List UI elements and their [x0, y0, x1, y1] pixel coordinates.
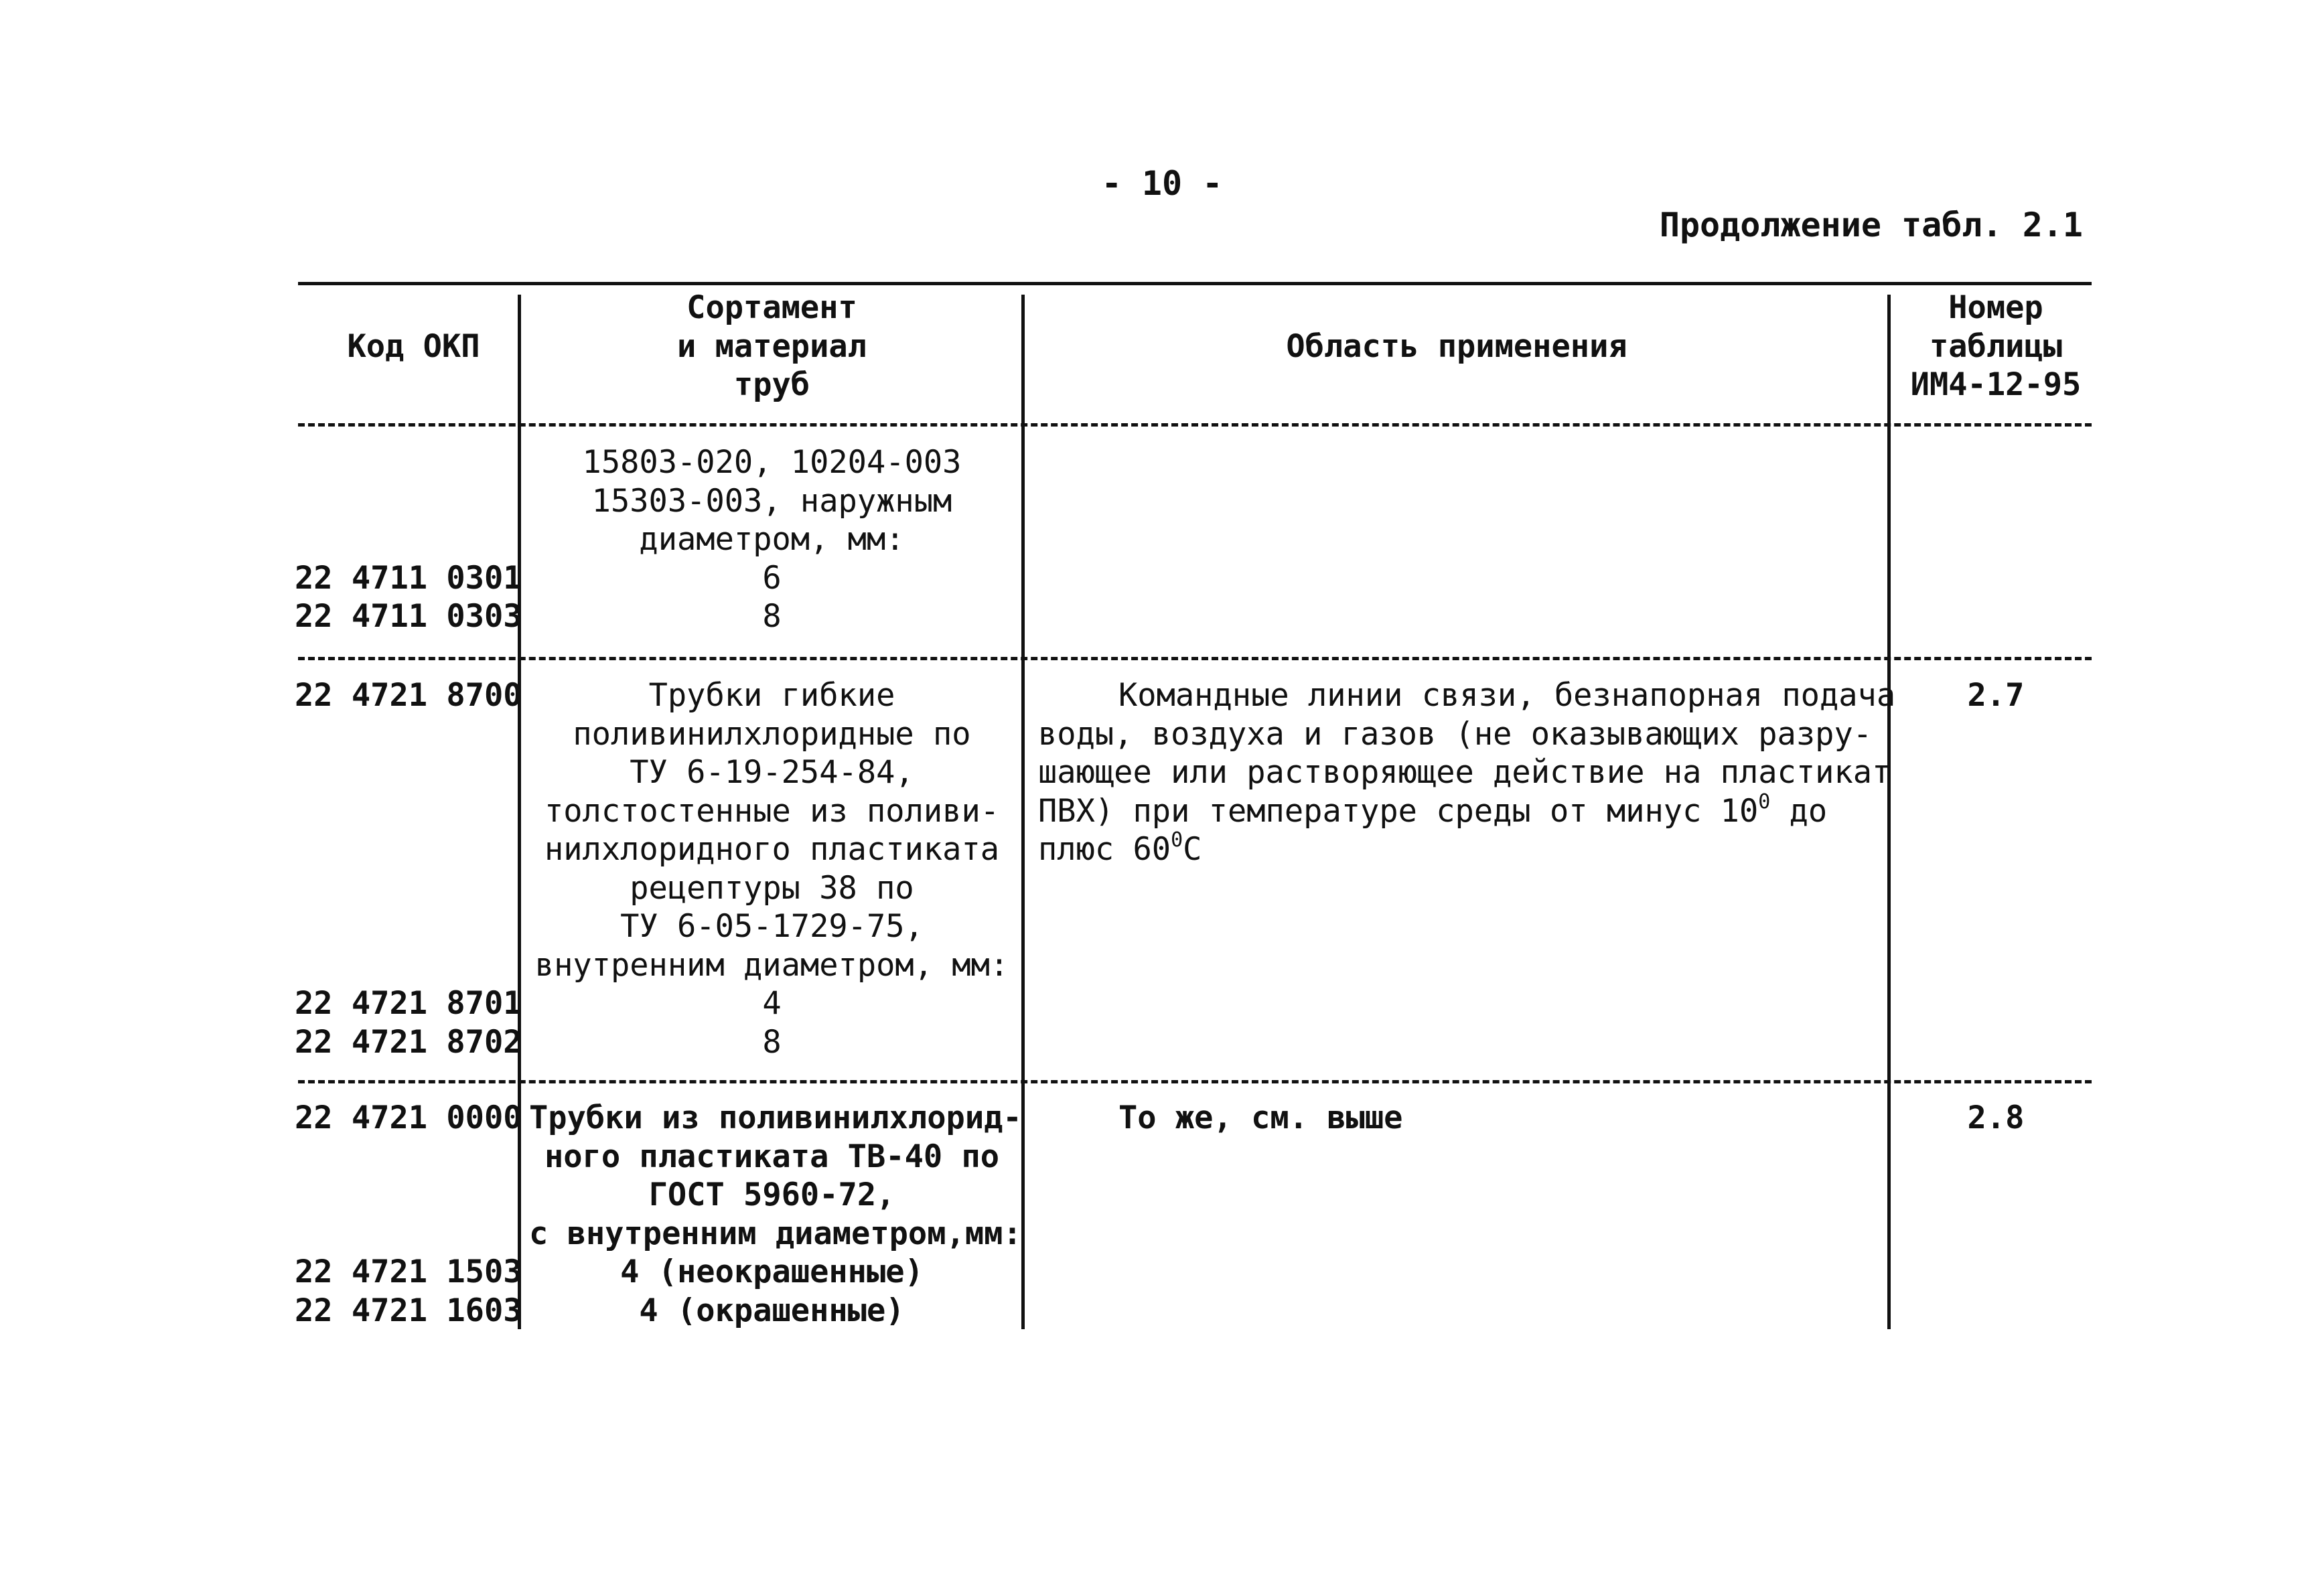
row-3-table-number: 2.8 [1967, 1099, 2025, 1136]
assortment-line: с внутренним диаметром,мм: [529, 1215, 1022, 1252]
degree-superscript: 0 [1758, 789, 1771, 814]
row-3-code [295, 1099, 522, 1330]
row-3-application [1118, 1099, 1882, 1138]
code-line: 22 4721 0000 [295, 1099, 522, 1136]
header-assortment-line: труб [733, 366, 810, 403]
row-2-table-number: 2.7 [1967, 677, 2025, 714]
application-text: ПВХ) при температуре среды от минус 10 [1038, 792, 1759, 830]
assortment-line: поливинилхлоридные по [573, 715, 971, 753]
code-line: 22 4711 0301 [295, 559, 522, 597]
row-divider-1 [298, 657, 2092, 660]
assortment-line: нилхлоридного пластиката [544, 831, 1000, 868]
assortment-line: 6 [762, 559, 782, 597]
assortment-line: Трубки гибкие [648, 677, 895, 714]
row-3-assortment [529, 1099, 1022, 1330]
header-number-line: таблицы [1929, 327, 2063, 365]
header-code: Код ОКП [347, 328, 480, 365]
code-line [295, 1176, 512, 1215]
code-line [295, 753, 512, 792]
header-application: Область применения [1286, 328, 1627, 365]
code-line [295, 830, 512, 869]
header-divider [298, 423, 2092, 427]
assortment-line: внутренним диаметром, мм: [534, 946, 1009, 984]
code-line [295, 907, 512, 946]
code-line [295, 482, 512, 521]
assortment-line: диаметром, мм: [639, 521, 905, 558]
assortment-line: 4 (неокрашенные) [620, 1254, 924, 1290]
assortment-line: 4 (окрашенные) [639, 1292, 905, 1329]
page-number: - 10 - [1101, 164, 1223, 203]
code-line [295, 1138, 512, 1177]
assortment-line: 4 [762, 985, 782, 1022]
application-text: С [1183, 831, 1202, 868]
code-line [295, 1215, 512, 1254]
assortment-line: ного пластиката ТВ-40 по [544, 1138, 1000, 1175]
application-line: Командные линии связи, безнапорная подача [1118, 677, 1896, 714]
assortment-line: рецептуры 38 по [630, 869, 914, 907]
row-2-application [1038, 676, 1896, 869]
assortment-line: 15803-020, 10204-003 [582, 444, 962, 481]
assortment-line: Трубки из поливинилхлорид- [529, 1099, 1022, 1136]
header-assortment-line: и материал [677, 327, 867, 365]
code-line: 22 4721 1603 [295, 1292, 522, 1329]
assortment-line: 8 [762, 598, 782, 635]
header-assortment-line: Сортамент [686, 289, 857, 326]
assortment-line: ТУ 6-19-254-84, [630, 754, 914, 791]
code-line: 22 4711 0303 [295, 598, 522, 635]
application-text: плюс 60 [1038, 831, 1171, 868]
row-1-code [295, 443, 522, 636]
code-line: 22 4721 1503 [295, 1254, 522, 1290]
assortment-line: ГОСТ 5960-72, [648, 1177, 895, 1213]
application-line [1038, 789, 1885, 831]
code-line [295, 520, 512, 559]
row-divider-2 [298, 1080, 2092, 1083]
table-top-rule [298, 282, 2092, 285]
header-table-number [1895, 289, 2096, 404]
assortment-line: толстостенные из поливи- [544, 792, 1000, 830]
application-line [1038, 830, 1885, 869]
code-line [295, 715, 512, 754]
code-line: 22 4721 8702 [295, 1023, 522, 1061]
application-line: шающее или растворяющее действие на пластикат [1038, 754, 1891, 791]
column-separator-2 [1021, 295, 1025, 1329]
row-2-code [295, 676, 522, 1061]
header-number-line: Номер [1948, 289, 2043, 326]
degree-superscript: 0 [1171, 828, 1183, 852]
row-1-assortment [529, 443, 1015, 636]
application-text: до [1770, 792, 1828, 830]
assortment-line: ТУ 6-05-1729-75, [620, 908, 924, 945]
row-2-assortment [529, 676, 1015, 1061]
application-line: То же, см. выше [1118, 1099, 1403, 1136]
code-line [295, 792, 512, 831]
column-separator-1 [518, 295, 521, 1329]
code-line: 22 4721 8700 [295, 677, 522, 714]
column-separator-3 [1887, 295, 1891, 1329]
assortment-line: 8 [762, 1023, 782, 1061]
application-line: воды, воздуха и газов (не оказывающих разру- [1038, 715, 1873, 753]
header-assortment [529, 289, 1015, 404]
code-line [295, 869, 512, 908]
code-line: 22 4721 8701 [295, 985, 522, 1022]
assortment-line: 15303-003, наружным [591, 482, 952, 520]
code-line [295, 946, 512, 985]
header-number-line: ИМ4-12-95 [1910, 366, 2082, 403]
table-continuation-caption: Продолжение табл. 2.1 [1659, 206, 2083, 244]
code-line [295, 443, 512, 482]
